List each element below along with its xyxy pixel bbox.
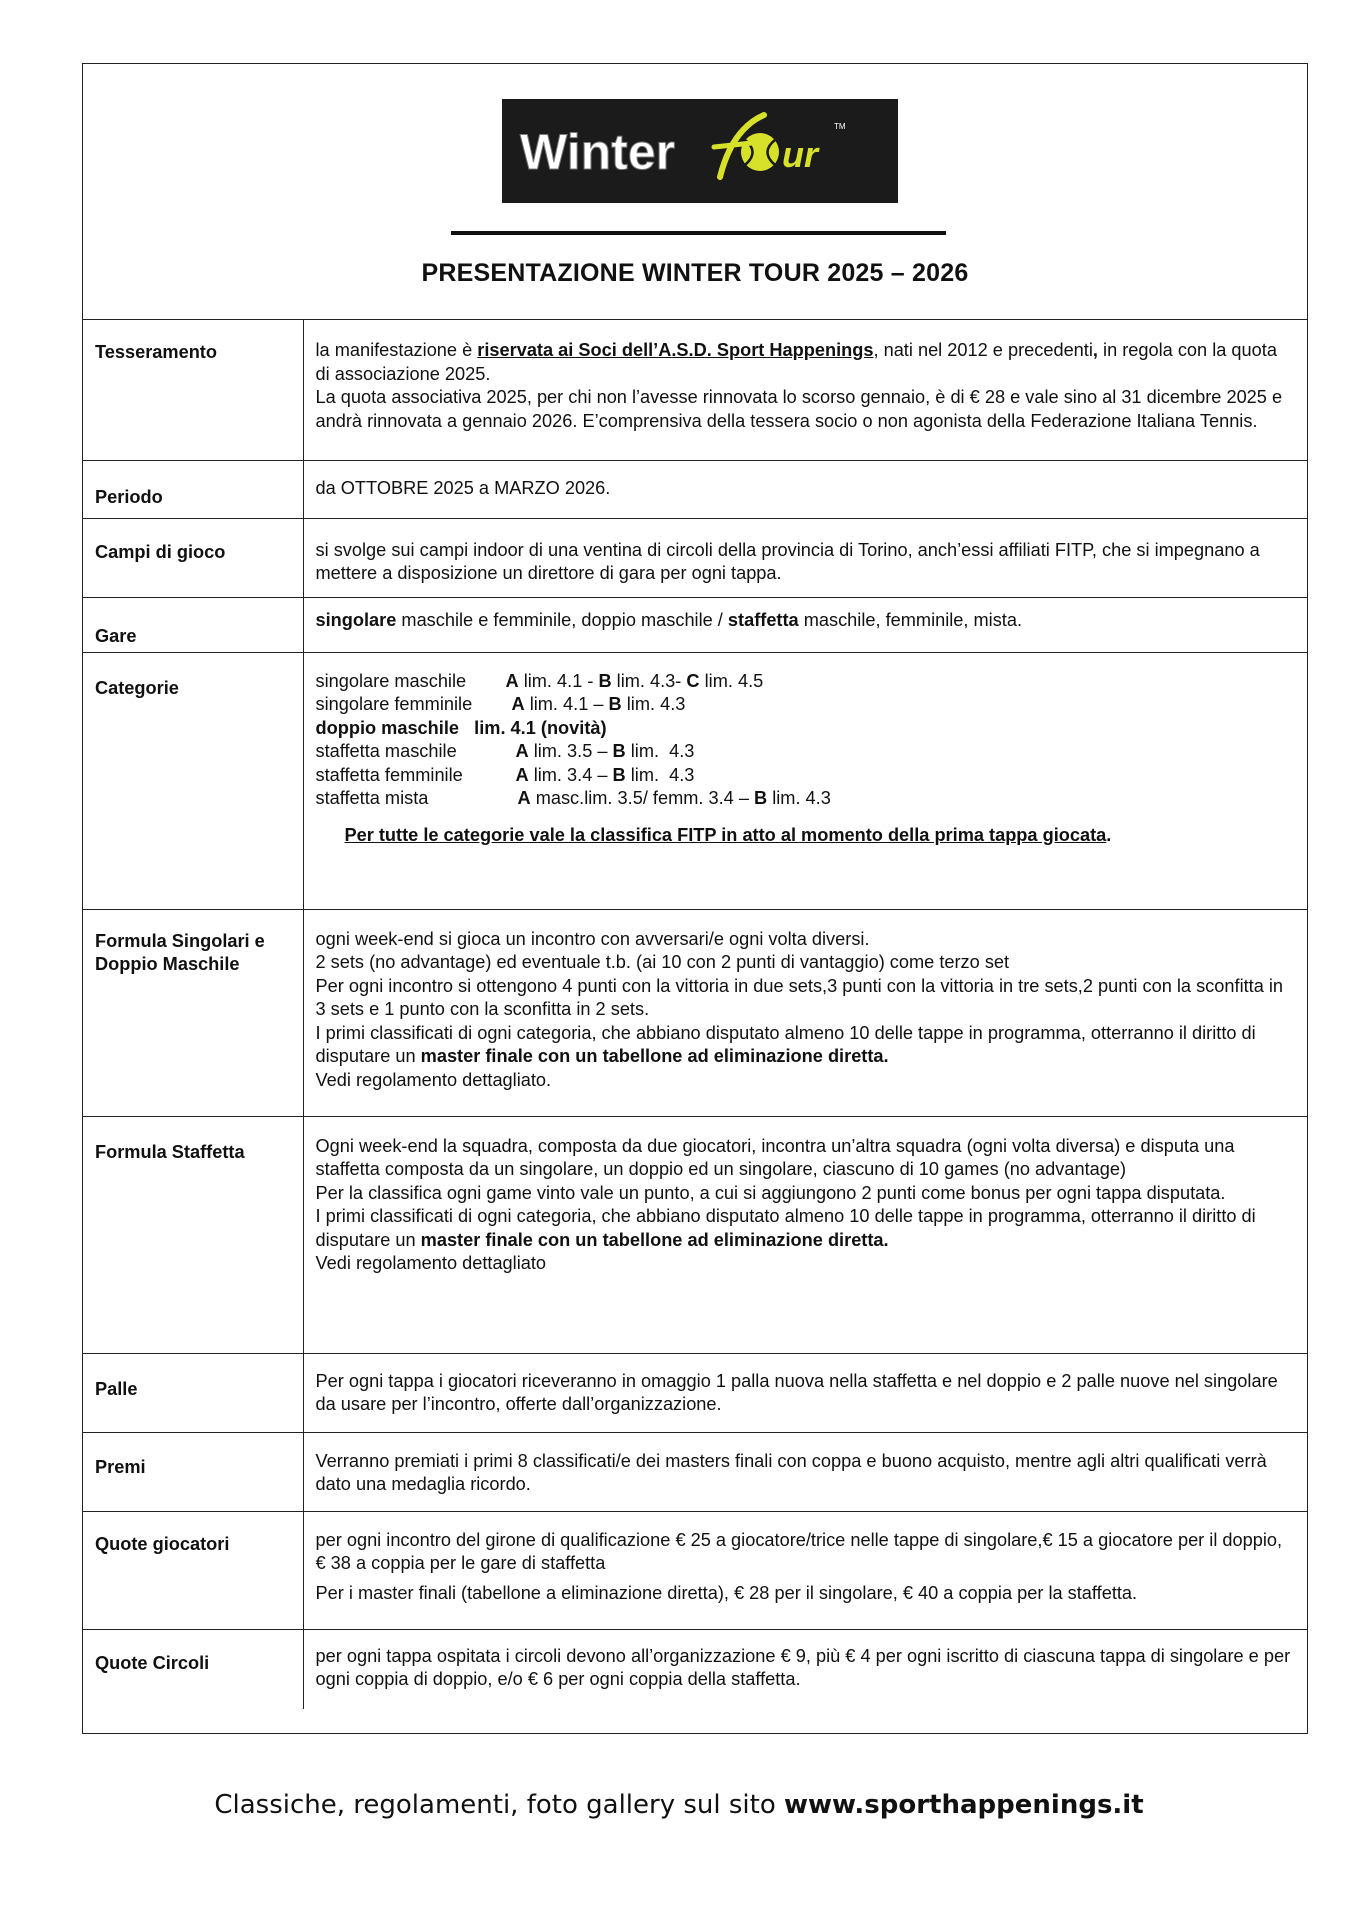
category-staffetta-mista: staffetta mista A masc.lim. 3.5/ femm. 3.4 – B lim. 4.3 bbox=[315, 788, 831, 808]
row-premi bbox=[83, 1432, 1307, 1511]
rules-table bbox=[83, 319, 1307, 1709]
row-quote-circoli bbox=[83, 1629, 1307, 1709]
row-content bbox=[303, 652, 1307, 909]
row-campi-di-gioco bbox=[83, 518, 1307, 597]
category-doppio-maschile: doppio maschile lim. 4.1 (novità) bbox=[315, 717, 607, 738]
svg-text:ur: ur bbox=[782, 134, 818, 175]
row-quote-giocatori bbox=[83, 1511, 1307, 1629]
page-title: PRESENTAZIONE WINTER TOUR 2025 – 2026 bbox=[421, 259, 969, 287]
row-label: Formula Staffetta bbox=[83, 1116, 303, 1353]
row-label: Formula Singolari e Doppio Maschile bbox=[83, 909, 303, 1116]
svg-text:TM: TM bbox=[834, 122, 846, 131]
row-content: singolare maschile e femminile, doppio maschile / staffetta maschile, femminile, mista. bbox=[315, 609, 1023, 630]
website-link[interactable]: www.sporthappenings.it bbox=[784, 1790, 1144, 1820]
category-staffetta-maschile: staffetta maschile A lim. 3.5 – B lim. 4.3 bbox=[315, 741, 695, 761]
row-label: Periodo bbox=[83, 460, 303, 518]
row-periodo bbox=[83, 460, 1307, 518]
row-label: Gare bbox=[83, 597, 303, 652]
row-label: Quote Circoli bbox=[83, 1629, 303, 1709]
category-singolare-maschile: singolare maschile A lim. 4.1 - B lim. 4.3- C lim. 4.5 bbox=[315, 670, 764, 691]
winter-tour-logo bbox=[502, 99, 898, 203]
row-content: per ogni tappa ospitata i circoli devono all’organizzazione € 9, più € 4 per ogni iscritto di ciascuna tappa di singolare e per ogni coppia di doppio, e/o € 6 per ogni coppia della staffetta. bbox=[315, 1645, 1291, 1689]
row-label: Categorie bbox=[83, 652, 303, 909]
header bbox=[83, 64, 1307, 320]
row-content: per ogni incontro del girone di qualificazione € 25 a giocatore/trice nelle tappe di singolare,€ 15 a giocatore per il doppio, € 38 a coppia per le gare di staffetta Per i master finali (tabellone a eliminazione diretta), € 28 per il singolare, € 40 a coppia per la staffetta. bbox=[315, 1529, 1283, 1603]
row-label: Premi bbox=[83, 1432, 303, 1511]
categorie-note: Per tutte le categorie vale la classifica FITP in atto al momento della prima tappa giocata. bbox=[344, 824, 1112, 845]
svg-text:Winter: Winter bbox=[520, 124, 676, 180]
row-content: Per ogni tappa i giocatori riceveranno in omaggio 1 palla nuova nella staffetta e nel doppio e 2 palle nuove nel singolare da usare per l’incontro, offerte dall’organizzazione. bbox=[315, 1370, 1278, 1414]
row-content: da OTTOBRE 2025 a MARZO 2026. bbox=[315, 477, 611, 498]
category-singolare-femminile: singolare femminile A lim. 4.1 – B lim. 4.3 bbox=[315, 694, 686, 714]
row-content: Ogni week-end la squadra, composta da due giocatori, incontra un’altra squadra (ogni volta diversa) e disputa una staffetta composta da un singolare, un doppio ed un singolare, ciascuno di 10 games (no advantage) Per la classifica ogni game vinto vale un punto, a cui si aggiungono 2 punti come bonus per ogni tappa disputata. I primi classificati di ogni categoria, che abbiano disputato almeno 10 delle tappe in programma, otterranno il diritto di disputare un master finale con un tabellone ad eliminazione diretta. Vedi regolamento dettagliato bbox=[315, 1135, 1256, 1273]
row-content: la manifestazione è riservata ai Soci dell’A.S.D. Sport Happenings, nati nel 2012 e precedenti, in regola con la quota di associazione 2025. La quota associativa 2025, per chi non l’avesse rinnovata lo scorso gennaio, è di € 28 e vale sino al 31 dicembre 2025 e andrà rinnovata a gennaio 2026. E’comprensiva della tessera socio o non agonista della Federazione Italiana Tennis. bbox=[315, 340, 1283, 431]
header-divider bbox=[451, 231, 946, 235]
row-tesseramento bbox=[83, 319, 1307, 460]
category-staffetta-femminile: staffetta femminile A lim. 3.4 – B lim. 4.3 bbox=[315, 764, 695, 785]
row-label: Tesseramento bbox=[83, 319, 303, 460]
row-content: si svolge sui campi indoor di una ventina di circoli della provincia di Torino, anch’essi affiliati FITP, che si impegnano a mettere a disposizione un direttore di gara per ogni tappa. bbox=[315, 539, 1260, 583]
row-palle bbox=[83, 1353, 1307, 1432]
row-gare bbox=[83, 597, 1307, 652]
row-formula-singolari bbox=[83, 909, 1307, 1116]
row-content: ogni week-end si gioca un incontro con avversari/e ogni volta diversi. 2 sets (no advantage) ed eventuale t.b. (ai 10 con 2 punti di vantaggio) come terzo set Per ogni incontro si ottengono 4 punti con la vittoria in due sets,3 punti con la vittoria in tre sets,2 punti con la sconfitta in 3 sets e 1 punto con la sconfitta in 2 sets. I primi classificati di ogni categoria, che abbiano disputato almeno 10 delle tappe in programma, otterranno il diritto di disputare un master finale con un tabellone ad eliminazione diretta. Vedi regolamento dettagliato. bbox=[315, 928, 1284, 1090]
row-formula-staffetta bbox=[83, 1116, 1307, 1353]
row-label: Quote giocatori bbox=[83, 1511, 303, 1629]
row-label: Campi di gioco bbox=[83, 518, 303, 597]
row-label: Palle bbox=[83, 1353, 303, 1432]
document-frame bbox=[82, 63, 1308, 1734]
footer: Classiche, regolamenti, foto gallery sul sito www.sporthappenings.it bbox=[214, 1790, 1144, 1820]
row-categorie bbox=[83, 652, 1307, 909]
row-content: Verranno premiati i primi 8 classificati/e dei masters finali con coppa e buono acquisto, mentre agli altri qualificati verrà dato una medaglia ricordo. bbox=[315, 1450, 1267, 1494]
